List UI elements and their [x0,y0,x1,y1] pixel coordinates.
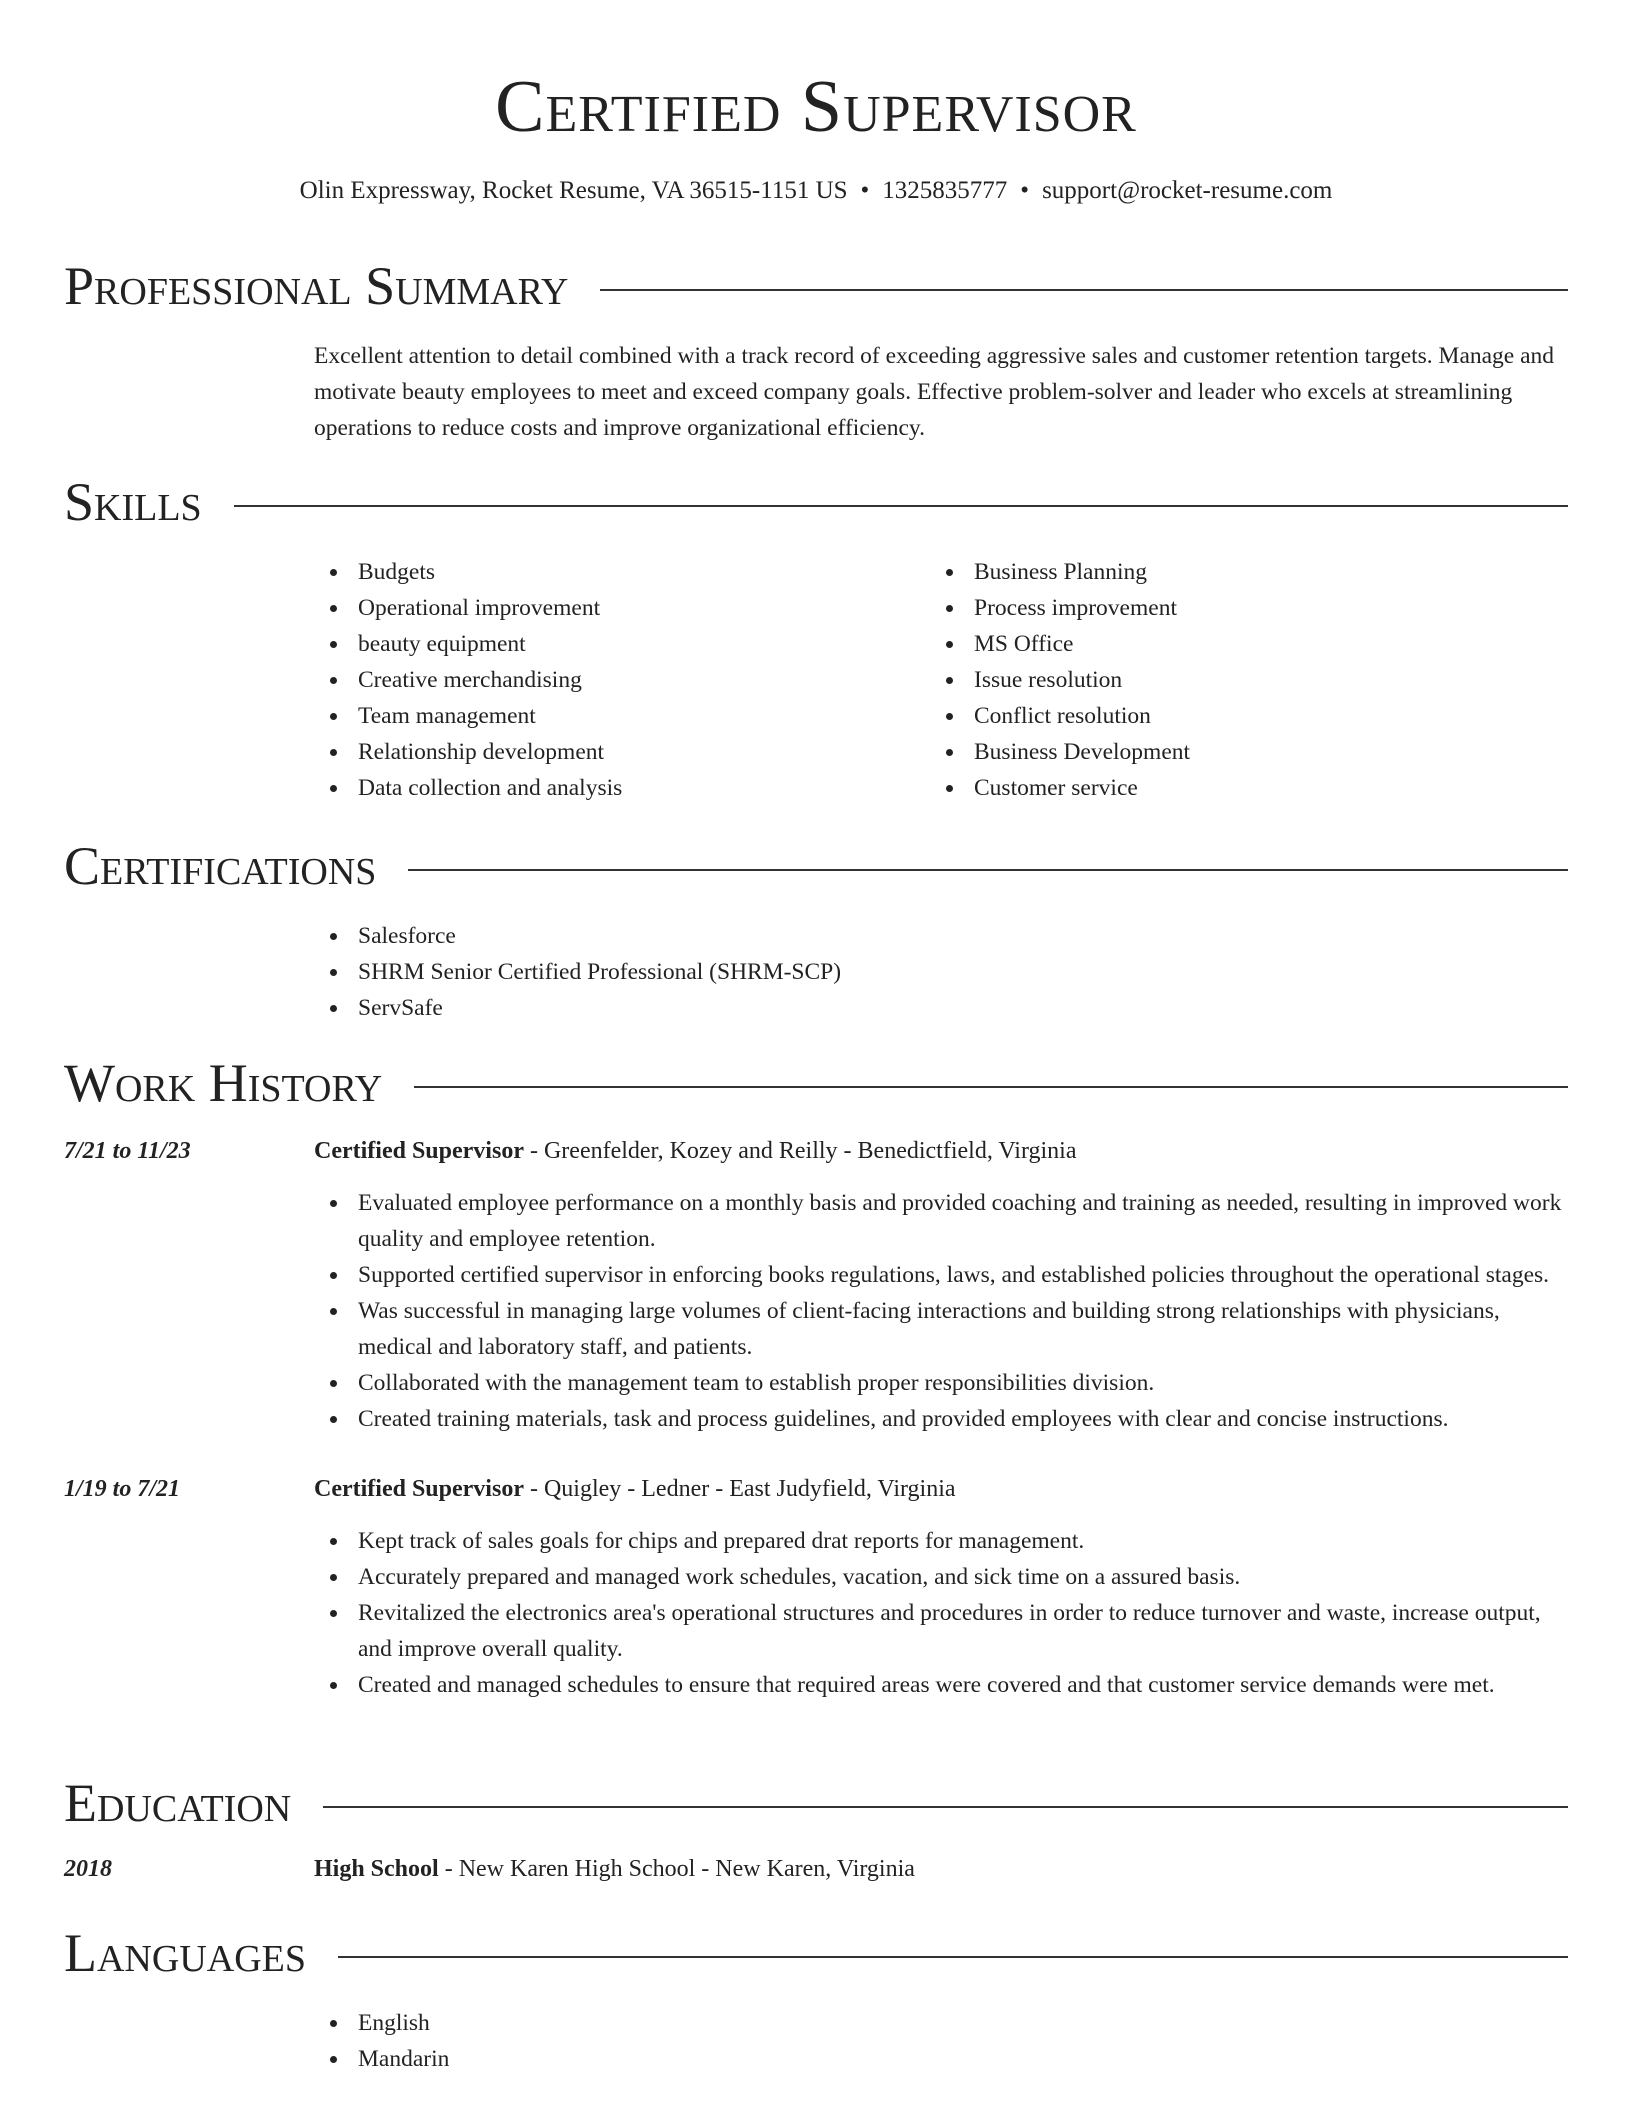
skill-item: Budgets [314,554,930,590]
job-dates: 1/19 to 7/21 [64,1476,181,1502]
skills-heading [64,466,1568,538]
skill-item: Customer service [930,770,1546,806]
languages-section [64,1917,1568,2077]
languages-list [314,2005,1568,2077]
contact-separator: • [860,177,870,204]
job-bullet: Accurately prepared and managed work schedules, vacation, and sick time on a assured basis. [314,1559,1568,1595]
work-history-heading [64,1047,1568,1119]
job-bullet: Revitalized the electronics area's operational structures and procedures in order to reduce turnover and waste, increase output, and improve overall quality. [314,1595,1568,1667]
skills-columns [314,554,1568,806]
summary-text: Excellent attention to detail combined with a track record of exceeding aggressive sales and customer retention targets. Manage and motivate beauty employees to meet and exceed company goals. Effective problem-solver and leader who excels at streamlining operations to reduce costs and improve organizational efficiency. [314,343,1555,441]
section-title: Languages [64,1923,306,1983]
education-section [64,1767,1568,1887]
work-history-section [64,1047,1568,1703]
skills-list-left [314,554,930,806]
certification-item: ServSafe [314,990,1568,1026]
contact-line [0,175,1632,207]
skill-item: Business Planning [930,554,1546,590]
skills-list-right [930,554,1546,806]
education-year: 2018 [64,1856,112,1882]
certification-item: Salesforce [314,918,1568,954]
job-details: - Quigley - Ledner - East Judyfield, Virginia [523,1476,956,1502]
certification-item: SHRM Senior Certified Professional (SHRM-SCP) [314,954,1568,990]
skill-item: Data collection and analysis [314,770,930,806]
job-bullet: Kept track of sales goals for chips and prepared drat reports for management. [314,1523,1568,1559]
section-divider [323,1806,1568,1808]
section-divider [234,505,1568,507]
contact-phone: 1325835777 [882,177,1008,204]
education-entry [64,1851,1568,1887]
skill-item: Relationship development [314,734,930,770]
section-divider [338,1956,1568,1958]
job-role: Certified Supervisor [314,1476,524,1502]
job-bullet: Created and managed schedules to ensure that required areas were covered and that customer service demands were met. [314,1667,1568,1703]
education-degree: High School [314,1856,439,1882]
certifications-list [314,918,1568,1026]
skill-item: Creative merchandising [314,662,930,698]
contact-address: Olin Expressway, Rocket Resume, VA 36515-1151 US [299,177,848,204]
job-entry [64,1471,1568,1703]
section-title: Certifications [64,836,377,896]
resume-name: Certified Supervisor [495,66,1137,148]
section-divider [414,1086,1568,1088]
section-divider [600,289,1568,291]
job-content [314,1133,1568,1437]
education-details: - New Karen High School - New Karen, Virginia [438,1856,915,1882]
languages-heading [64,1917,1568,1989]
skill-item: Team management [314,698,930,734]
skill-item: Process improvement [930,590,1546,626]
section-title: Professional Summary [64,256,569,316]
job-bullet-list [314,1523,1568,1703]
certifications-heading [64,830,1568,902]
skill-item: Issue resolution [930,662,1546,698]
skills-section [64,466,1568,806]
language-item: English [314,2005,1568,2041]
education-content [314,1851,1568,1887]
section-divider [408,869,1568,871]
job-content [314,1471,1568,1703]
section-title: Skills [64,472,202,532]
job-header [314,1471,1568,1507]
section-title: Education [64,1773,292,1833]
job-bullet: Created training materials, task and process guidelines, and provided employees with clear and concise instructions. [314,1401,1568,1437]
job-header [314,1133,1568,1169]
job-dates: 7/21 to 11/23 [64,1138,191,1164]
section-title: Work History [64,1053,383,1113]
job-role: Certified Supervisor [314,1138,524,1164]
contact-email: support@rocket-resume.com [1042,177,1333,204]
skill-item: beauty equipment [314,626,930,662]
job-bullet: Was successful in managing large volumes of client-facing interactions and building strong relationships with physicians, medical and laboratory staff, and patients. [314,1293,1568,1365]
job-bullet-list [314,1185,1568,1437]
job-bullet: Supported certified supervisor in enforcing books regulations, laws, and established policies throughout the operational stages. [314,1257,1568,1293]
contact-separator: • [1020,177,1030,204]
job-bullet: Collaborated with the management team to establish proper responsibilities division. [314,1365,1568,1401]
job-bullet: Evaluated employee performance on a monthly basis and provided coaching and training as needed, resulting in improved work quality and employee retention. [314,1185,1568,1257]
summary-heading [64,250,1568,322]
job-entry [64,1133,1568,1437]
skill-item: Business Development [930,734,1546,770]
certifications-section [64,830,1568,1026]
education-heading [64,1767,1568,1839]
language-item: Mandarin [314,2041,1568,2077]
skill-item: MS Office [930,626,1546,662]
job-details: - Greenfelder, Kozey and Reilly - Benedictfield, Virginia [523,1138,1077,1164]
skill-item: Conflict resolution [930,698,1546,734]
skill-item: Operational improvement [314,590,930,626]
summary-section [64,250,1568,446]
